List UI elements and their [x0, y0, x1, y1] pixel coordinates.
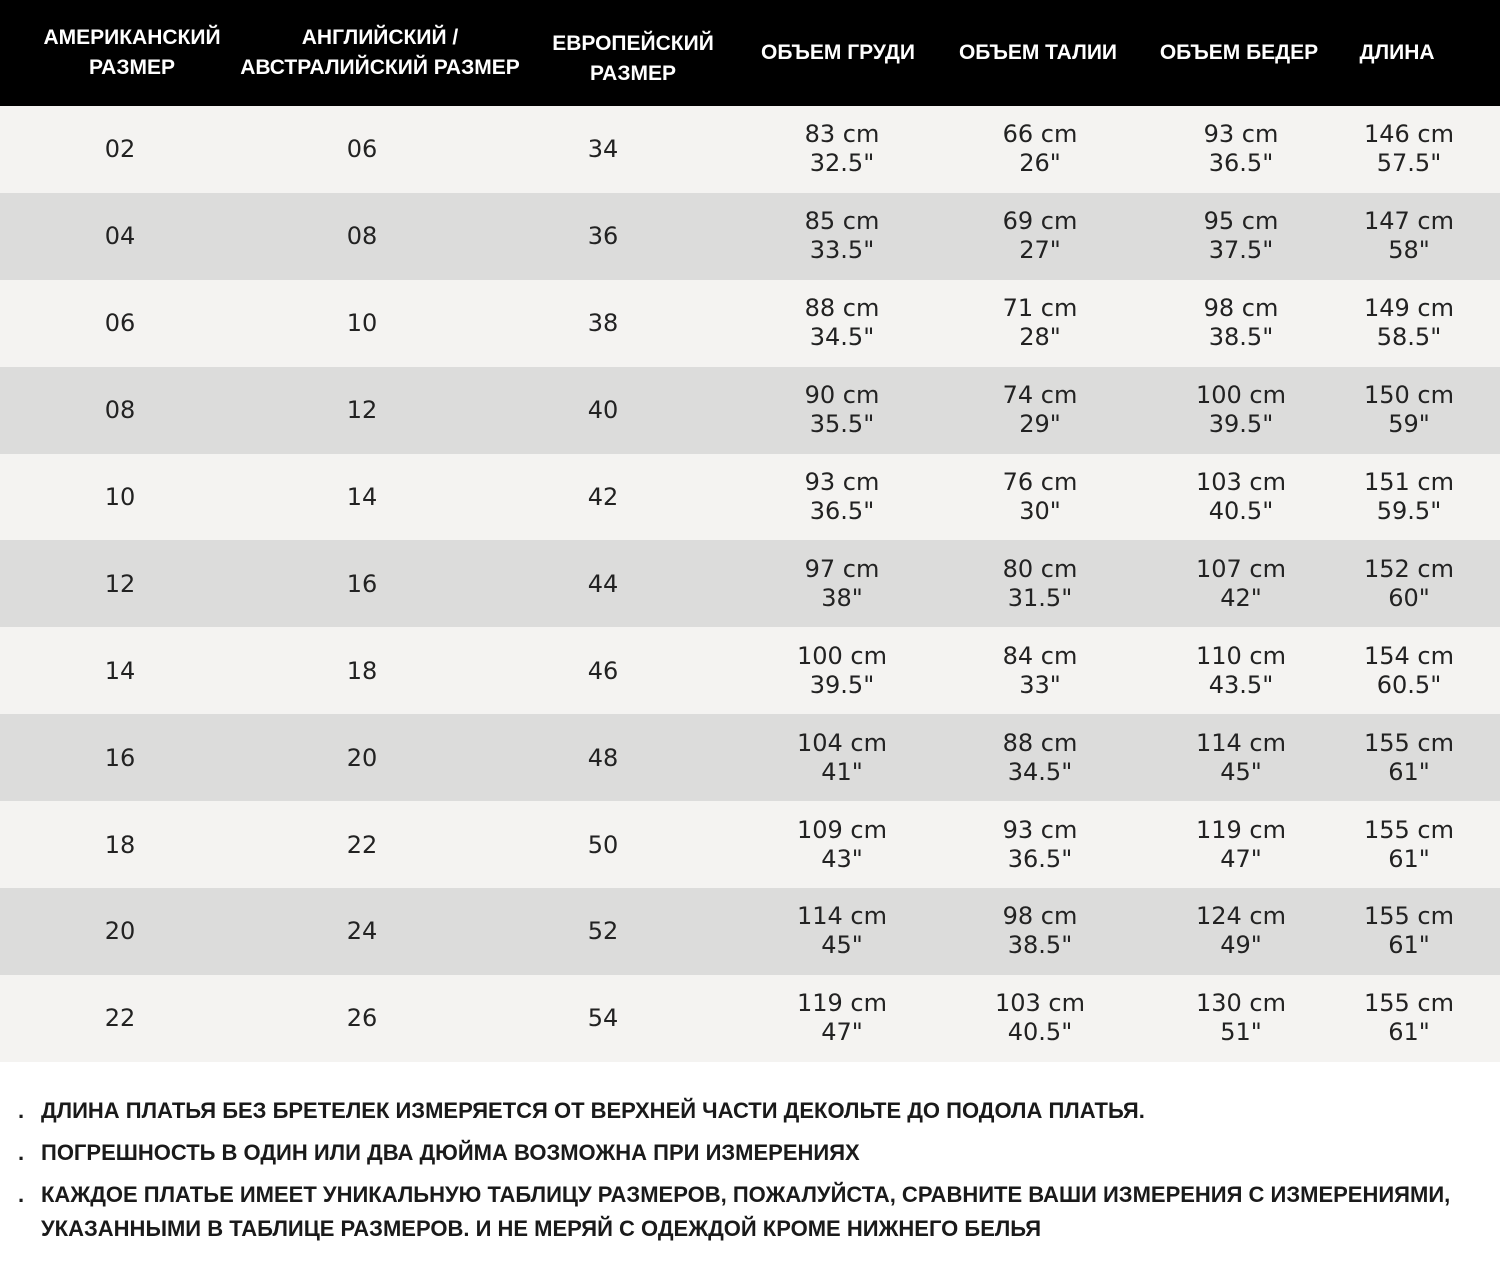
waist-inches: 31.5" [1007, 583, 1073, 612]
header-waist-label: ОБЪЕМ ТАЛИИ [958, 41, 1118, 64]
hips-cm: 124 cm [1195, 902, 1286, 931]
length-inches: 59" [1388, 410, 1430, 439]
bust-inches: 32.5" [809, 149, 875, 178]
length-inches: 61" [1388, 844, 1430, 873]
waist-inches: 28" [1019, 323, 1061, 352]
table-row [0, 454, 1500, 541]
cell-us-size: 12 [104, 569, 136, 598]
cell-eu-size: 48 [587, 743, 619, 772]
note-item [18, 1178, 1488, 1246]
note-item [18, 1094, 1488, 1128]
hips-cm: 107 cm [1195, 554, 1286, 583]
header-eu-size-line1: ЕВРОПЕЙСКИЙ [552, 32, 714, 55]
length-cm: 146 cm [1363, 120, 1454, 149]
cell-length [1289, 454, 1500, 541]
hips-inches: 40.5" [1208, 497, 1274, 525]
cell-us-size: 06 [104, 309, 136, 338]
cell-length [1289, 540, 1500, 627]
waist-inches: 34.5" [1007, 757, 1073, 786]
waist-cm: 76 cm [1002, 468, 1078, 496]
cell-uk-au-size: 16 [346, 569, 378, 598]
length-inches: 60" [1388, 583, 1430, 612]
waist-inches: 27" [1019, 236, 1061, 265]
table-row [0, 627, 1500, 714]
cell-length [1289, 367, 1500, 454]
table-row [0, 540, 1500, 627]
bullet-dot: . [18, 1182, 25, 1207]
note-item [18, 1136, 1488, 1170]
header-length-label: ДЛИНА [1359, 41, 1435, 64]
waist-inches: 36.5" [1007, 844, 1073, 873]
cell-eu-size: 34 [587, 135, 619, 164]
bust-inches: 34.5" [809, 323, 875, 352]
waist-inches: 29" [1019, 410, 1061, 439]
cell-us-size: 22 [104, 1004, 136, 1033]
hips-inches: 39.5" [1208, 410, 1274, 439]
length-inches: 58.5" [1376, 323, 1442, 352]
note-text-line: ДЛИНА ПЛАТЬЯ БЕЗ БРЕТЕЛЕК ИЗМЕРЯЕТСЯ ОТ ВЕРХНЕЙ ЧАСТИ ДЕКОЛЬТЕ ДО ПОДОЛА ПЛАТЬЯ. [41, 1098, 1145, 1123]
cell-us-size: 02 [104, 135, 136, 164]
bust-inches: 45" [821, 931, 863, 960]
cell-eu-size: 40 [587, 396, 619, 425]
bust-cm: 90 cm [804, 381, 880, 410]
bust-inches: 36.5" [809, 497, 875, 525]
table-row [0, 975, 1500, 1062]
cell-uk-au-size: 26 [346, 1004, 378, 1033]
header-us-size-line2: РАЗМЕР [89, 56, 175, 79]
hips-cm: 130 cm [1195, 989, 1286, 1018]
cell-eu-size: 54 [587, 1004, 619, 1033]
length-inches: 58" [1388, 236, 1430, 265]
bust-inches: 43" [821, 844, 863, 873]
header-uk-au-size-line1: АНГЛИЙСКИЙ / [301, 26, 459, 49]
cell-length [1289, 193, 1500, 280]
waist-cm: 103 cm [994, 989, 1085, 1018]
bust-cm: 119 cm [796, 989, 887, 1018]
table-row [0, 106, 1500, 193]
header-us-size-line1: АМЕРИКАНСКИЙ [43, 26, 221, 49]
hips-cm: 103 cm [1195, 468, 1286, 496]
bust-inches: 47" [821, 1018, 863, 1047]
length-cm: 155 cm [1363, 815, 1454, 844]
table-body [0, 106, 1500, 1062]
length-inches: 60.5" [1376, 670, 1442, 699]
cell-eu-size: 42 [587, 483, 619, 511]
hips-inches: 37.5" [1208, 236, 1274, 265]
length-inches: 61" [1388, 1018, 1430, 1047]
cell-us-size: 16 [104, 743, 136, 772]
cell-us-size: 08 [104, 396, 136, 425]
cell-eu-size: 44 [587, 569, 619, 598]
length-cm: 155 cm [1363, 728, 1454, 757]
hips-inches: 45" [1220, 757, 1262, 786]
bust-cm: 104 cm [796, 728, 887, 757]
length-cm: 151 cm [1363, 468, 1454, 496]
cell-length [1289, 975, 1500, 1062]
hips-inches: 49" [1220, 931, 1262, 960]
bust-inches: 33.5" [809, 236, 875, 265]
waist-cm: 66 cm [1002, 120, 1078, 149]
cell-length [1289, 280, 1500, 367]
header-hips-label: ОБЪЕМ БЕДЕР [1159, 41, 1319, 64]
bust-cm: 83 cm [804, 120, 880, 149]
cell-uk-au-size: 24 [346, 917, 378, 946]
cell-length [1289, 627, 1500, 714]
length-inches: 61" [1388, 931, 1430, 960]
note-text-line: КАЖДОЕ ПЛАТЬЕ ИМЕЕТ УНИКАЛЬНУЮ ТАБЛИЦУ РАЗМЕРОВ, ПОЖАЛУЙСТА, СРАВНИТЕ ВАШИ ИЗМЕРЕНИЯ С ИЗМЕРЕНИЯМИ, [41, 1182, 1451, 1207]
cell-us-size: 20 [104, 917, 136, 946]
hips-cm: 119 cm [1195, 815, 1286, 844]
bullet-dot: . [18, 1098, 25, 1123]
bust-inches: 41" [821, 757, 863, 786]
cell-length [1289, 714, 1500, 801]
cell-us-size: 04 [104, 222, 136, 251]
header-length [1277, 0, 1500, 106]
waist-cm: 93 cm [1002, 815, 1078, 844]
cell-uk-au-size: 14 [346, 483, 378, 511]
table-row [0, 888, 1500, 975]
header-us-size [12, 0, 252, 106]
cell-eu-size: 46 [587, 656, 619, 685]
length-cm: 152 cm [1363, 554, 1454, 583]
cell-uk-au-size: 08 [346, 222, 378, 251]
cell-length [1289, 888, 1500, 975]
bust-cm: 109 cm [796, 815, 887, 844]
table-row [0, 367, 1500, 454]
header-uk-au-size [230, 0, 530, 106]
waist-cm: 74 cm [1002, 381, 1078, 410]
length-inches: 57.5" [1376, 149, 1442, 178]
table-row [0, 280, 1500, 367]
length-cm: 154 cm [1363, 641, 1454, 670]
cell-length [1289, 801, 1500, 888]
length-cm: 150 cm [1363, 381, 1454, 410]
cell-us-size: 14 [104, 656, 136, 685]
cell-eu-size: 36 [587, 222, 619, 251]
hips-cm: 114 cm [1195, 728, 1286, 757]
table-header [0, 0, 1500, 106]
cell-uk-au-size: 06 [346, 135, 378, 164]
waist-inches: 30" [1019, 497, 1061, 525]
waist-cm: 69 cm [1002, 207, 1078, 236]
bust-inches: 35.5" [809, 410, 875, 439]
waist-inches: 33" [1019, 670, 1061, 699]
waist-cm: 88 cm [1002, 728, 1078, 757]
table-row [0, 714, 1500, 801]
length-cm: 149 cm [1363, 294, 1454, 323]
hips-inches: 42" [1220, 583, 1262, 612]
note-text-line: ПОГРЕШНОСТЬ В ОДИН ИЛИ ДВА ДЮЙМА ВОЗМОЖНА ПРИ ИЗМЕРЕНИЯХ [41, 1140, 860, 1165]
bust-cm: 114 cm [796, 902, 887, 931]
length-inches: 59.5" [1376, 497, 1442, 525]
bust-cm: 97 cm [804, 554, 880, 583]
cell-eu-size: 38 [587, 309, 619, 338]
hips-cm: 98 cm [1203, 294, 1279, 323]
cell-uk-au-size: 18 [346, 656, 378, 685]
hips-cm: 100 cm [1195, 381, 1286, 410]
length-inches: 61" [1388, 757, 1430, 786]
bust-cm: 93 cm [804, 468, 880, 496]
waist-cm: 80 cm [1002, 554, 1078, 583]
cell-uk-au-size: 10 [346, 309, 378, 338]
bust-cm: 85 cm [804, 207, 880, 236]
bust-inches: 39.5" [809, 670, 875, 699]
hips-inches: 38.5" [1208, 323, 1274, 352]
cell-us-size: 10 [104, 483, 136, 511]
hips-inches: 51" [1220, 1018, 1262, 1047]
table-row [0, 801, 1500, 888]
hips-cm: 93 cm [1203, 120, 1279, 149]
cell-us-size: 18 [104, 830, 136, 859]
cell-length [1289, 106, 1500, 193]
cell-eu-size: 52 [587, 917, 619, 946]
length-cm: 155 cm [1363, 902, 1454, 931]
size-notes [18, 1094, 1488, 1254]
bust-inches: 38" [821, 583, 863, 612]
length-cm: 155 cm [1363, 989, 1454, 1018]
header-bust-label: ОБЪЕМ ГРУДИ [761, 41, 915, 64]
header-eu-size-line2: РАЗМЕР [590, 62, 676, 85]
hips-inches: 47" [1220, 844, 1262, 873]
waist-cm: 98 cm [1002, 902, 1078, 931]
waist-inches: 26" [1019, 149, 1061, 178]
header-uk-au-size-line2: АВСТРАЛИЙСКИЙ РАЗМЕР [240, 56, 520, 79]
hips-inches: 43.5" [1208, 670, 1274, 699]
hips-cm: 110 cm [1195, 641, 1286, 670]
bust-cm: 100 cm [796, 641, 887, 670]
note-text-line: УКАЗАННЫМИ В ТАБЛИЦЕ РАЗМЕРОВ. И НЕ МЕРЯЙ С ОДЕЖДОЙ КРОМЕ НИЖНЕГО БЕЛЬЯ [41, 1216, 1042, 1241]
hips-inches: 36.5" [1208, 149, 1274, 178]
waist-inches: 38.5" [1007, 931, 1073, 960]
cell-eu-size: 50 [587, 830, 619, 859]
waist-cm: 84 cm [1002, 641, 1078, 670]
waist-cm: 71 cm [1002, 294, 1078, 323]
cell-uk-au-size: 22 [346, 830, 378, 859]
length-cm: 147 cm [1363, 207, 1454, 236]
bust-cm: 88 cm [804, 294, 880, 323]
cell-uk-au-size: 12 [346, 396, 378, 425]
cell-uk-au-size: 20 [346, 743, 378, 772]
hips-cm: 95 cm [1203, 207, 1279, 236]
table-row [0, 193, 1500, 280]
bullet-dot: . [18, 1140, 25, 1165]
waist-inches: 40.5" [1007, 1018, 1073, 1047]
